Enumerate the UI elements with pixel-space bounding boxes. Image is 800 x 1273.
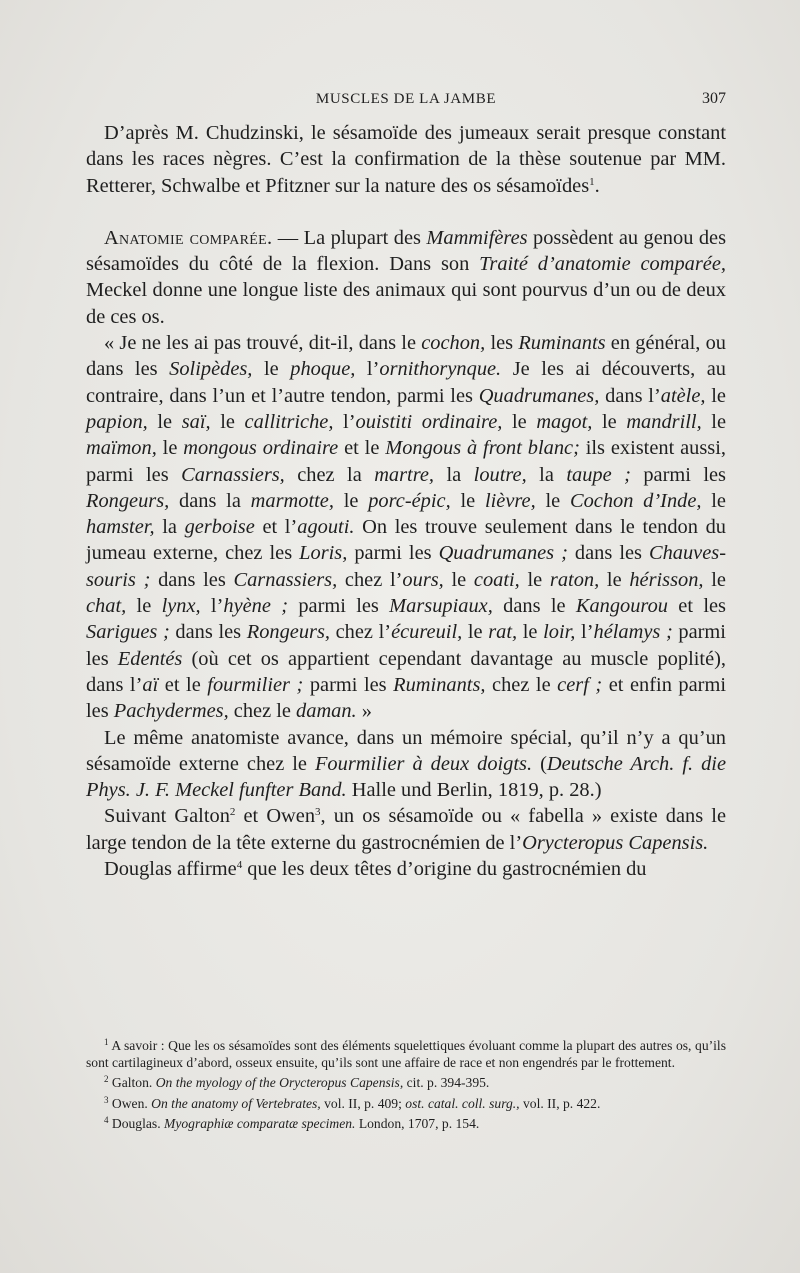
page-number: 307	[702, 90, 726, 107]
footnote-ref-3: 3	[315, 806, 321, 819]
paragraph-1: D’après M. Chudzinski, le sésamoïde des jumeaux serait presque constant dans les races nègres. C’est la confirmation de la thèse soutenue par MM. Retterer, Schwalbe et Pfitzner sur la nature des os sésamoïdes$^1$.	[86, 122, 726, 197]
running-title: MUSCLES DE LA JAMBE	[315, 91, 497, 107]
page-header	[86, 88, 726, 112]
footnote-ref-1: 1	[589, 175, 595, 188]
main-text	[86, 120, 726, 882]
paragraph-3: « Je ne les ai pas trouvé, dit-il, dans le cochon, les Ruminants en général, ou dans les Solipèdes, le phoque, l’ornithorynque. Je les ai découverts, au contraire, dans l’un et l’autre tendon, parmi les Quadrumanes, dans l’atèle, le papion, le saï, le callitriche, l’ouistiti ordinaire, le magot, le mandrill, le maïmon, le mongous ordinaire et le Mongous à front blanc; ils existent aussi, parmi les Carnassiers, chez la martre, la loutre, la taupe ; parmi les Rongeurs, dans la marmotte, le porc-épic, le lièvre, le Cochon d’Inde, le hamster, la gerboise et l’agouti. On les trouve seulement dans le tendon du jumeau externe, chez les Loris, parmi les Quadrumanes ; dans les Chauves-souris ; dans les Carnassiers, chez l’ours, le coati, le raton, le hérisson, le chat, le lynx, l’hyène ; parmi les Marsupiaux, dans le Kangourou et les Sarigues ; dans les Rongeurs, chez l’écureuil, le rat, le loir, l’hélamys ; parmi les Edentés (où cet os appartient cependant davantage au muscle poplité), dans l’aï et le fourmilier ; parmi les Ruminants, chez le cerf ; et enfin parmi les Pachydermes, chez le daman. »	[86, 332, 727, 723]
section-heading: Anatomie comparée.	[104, 226, 273, 249]
footnote-4: $^4$ Douglas. Myographiæ comparatæ specimen. London, 1707, p. 154.	[104, 1115, 480, 1132]
footnote-ref-2: 2	[229, 806, 236, 819]
paragraph-4: Le même anatomiste avance, dans un mémoire spécial, qu’il n’y a qu’un sésamoïde externe chez le Fourmilier à deux doigts. (Deutsche Arch. f. die Phys. J. F. Meckel funfter Band. Halle und Berlin, 1819, p. 28.)	[86, 726, 727, 802]
footnote-1: $^1$ A savoir : Que les os sésamoïdes sont des éléments squelettiques évoluant comme la plupart des autres os, qu’ils sont cartilagineux d’abord, osseux ensuite, qu’ils sont une affaire de race et non engendrés par le frottement.	[86, 1037, 726, 1070]
paragraph-2: Anatomie comparée. — La plupart des Mammifères possèdent au genou des sésamoïdes du côté de la flexion. Dans son Traité d’anatomie comparée, Meckel donne une longue liste des animaux qui sont pourvus d’un ou de deux de ces os.	[86, 226, 727, 328]
footnote-2: $^2$ Galton. On the myology of the Orycteropus Capensis, cit. p. 394-395.	[104, 1074, 490, 1091]
footnote-ref-4: 4	[236, 859, 243, 872]
paragraph-6: Douglas affirme$^4$ que les deux têtes d’origine du gastrocnémien du	[104, 858, 647, 881]
footnote-3: $^3$ Owen. On the anatomy of Vertebrates, vol. II, p. 409; ost. catal. coll. surg., vol. II, p. 422.	[104, 1094, 601, 1111]
footnotes	[86, 1038, 726, 1137]
paragraph-5: Suivant Galton$^2$ et Owen$^3$, un os sésamoïde ou « fabella » existe dans le large tendon de la tête externe du gastrocnémien de l’Orycteropus Capensis.	[86, 805, 727, 854]
